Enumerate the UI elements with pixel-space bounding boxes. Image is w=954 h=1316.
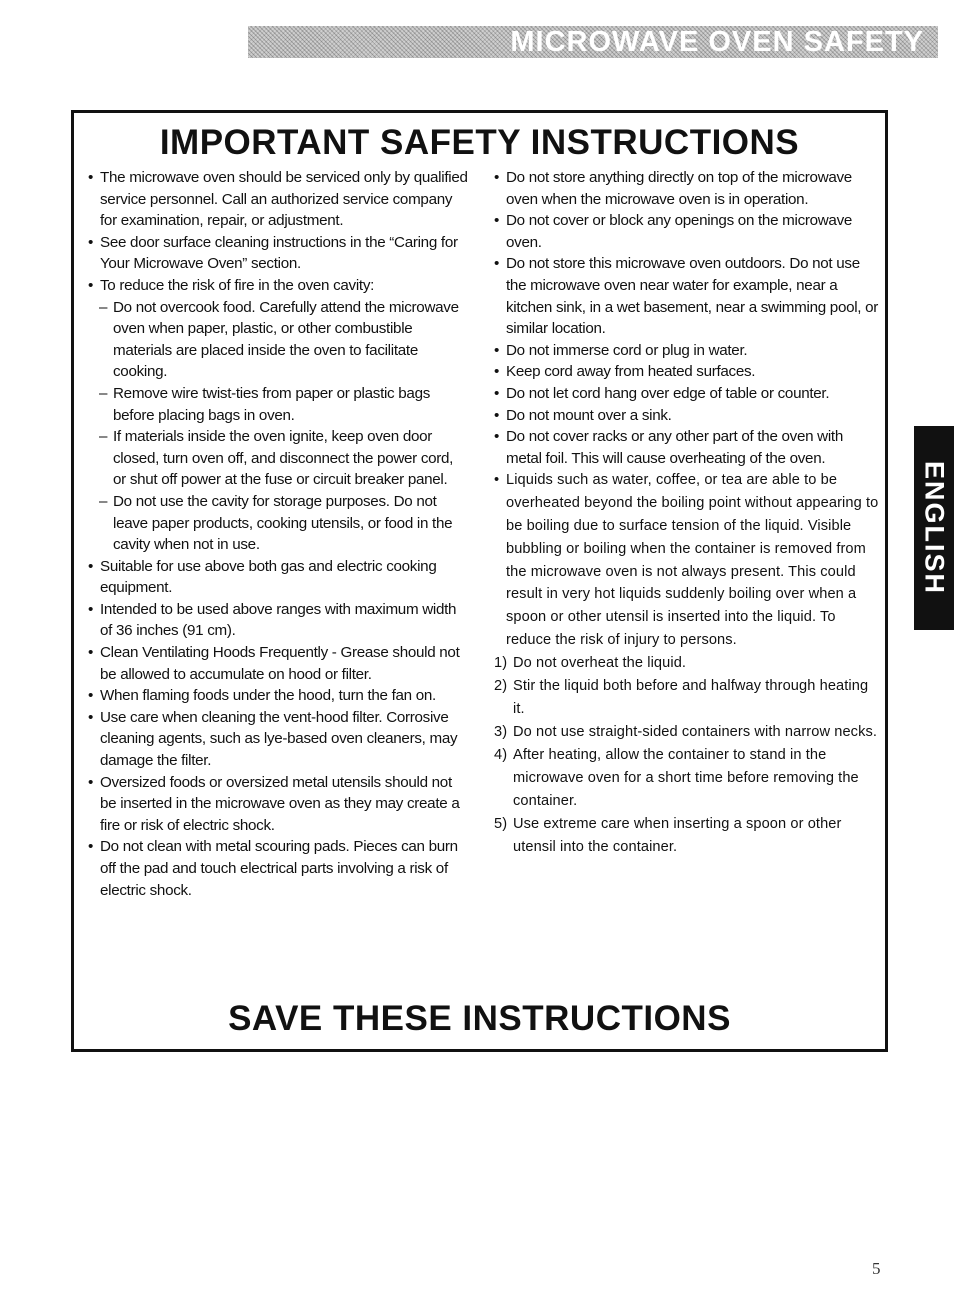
step-text: Use extreme care when inserting a spoon or other utensil into the container. xyxy=(513,815,842,855)
numbered-step xyxy=(494,652,879,675)
numbered-step xyxy=(494,675,879,721)
list-item: • Clean Ventilating Hoods Frequently - Grease should not be allowed to accumulate on hood or filter. xyxy=(88,642,468,685)
section-title: MICROWAVE OVEN SAFETY xyxy=(510,26,924,58)
list-item: • Do not cover or block any openings on the microwave oven. xyxy=(494,210,879,253)
step-text: Do not overheat the liquid. xyxy=(513,654,687,671)
step-number: 3) xyxy=(494,723,508,740)
page-number: 5 xyxy=(872,1259,881,1278)
list-item: • Liquids such as water, coffee, or tea are able to be overheated beyond the boiling point without appearing to be boiling due to surface tension of the liquid. Visible bubbling or boiling when the container is removed from the microwave oven is not always present. This could result in very hot liquids suddenly boiling over when a spoon or other utensil is inserted into the liquid. To reduce the risk of injury to persons. xyxy=(494,469,879,651)
list-item: • Do not store anything directly on top of the microwave oven when the microwave oven is in operation. xyxy=(494,167,879,210)
language-tab xyxy=(914,426,954,630)
language-tab-label: ENGLISH xyxy=(919,460,950,596)
list-item: • Do not let cord hang over edge of table or counter. xyxy=(494,383,879,405)
list-item: • To reduce the risk of fire in the oven cavity: xyxy=(88,275,468,297)
safety-instructions-box xyxy=(71,110,888,1052)
section-header-banner xyxy=(248,26,938,58)
numbered-step xyxy=(494,813,879,859)
important-safety-title: IMPORTANT SAFETY INSTRUCTIONS xyxy=(159,123,800,162)
step-number: 5) xyxy=(494,815,508,832)
list-item: • Intended to be used above ranges with maximum width of 36 inches (91 cm). xyxy=(88,599,468,642)
list-item: • See door surface cleaning instructions in the “Caring for Your Microwave Oven” section. xyxy=(88,232,468,275)
list-item: • Do not store this microwave oven outdoors. Do not use the microwave oven near water for example, near a kitchen sink, in a wet basement, near a swimming pool, or similar location. xyxy=(494,253,879,339)
sub-list-item: – Do not use the cavity for storage purposes. Do not leave paper products, cooking utensils, or food in the cavity when not in use. xyxy=(88,491,468,556)
list-item: • Do not mount over a sink. xyxy=(494,405,879,427)
list-item: • Keep cord away from heated surfaces. xyxy=(494,361,879,383)
list-item: • Oversized foods or oversized metal utensils should not be inserted in the microwave oven as they may create a fire or risk of electric shock. xyxy=(88,772,468,837)
save-instructions-title: SAVE THESE INSTRUCTIONS xyxy=(228,999,731,1038)
numbered-step xyxy=(494,721,879,744)
right-column xyxy=(494,167,879,859)
sub-list-item: – If materials inside the oven ignite, keep oven door closed, turn oven off, and disconnect the power cord, or shut off power at the fuse or circuit breaker panel. xyxy=(88,426,468,491)
step-text: After heating, allow the container to stand in the microwave oven for a short time before removing the container. xyxy=(513,746,859,809)
step-number: 2) xyxy=(494,677,508,694)
list-item: • Use care when cleaning the vent-hood filter. Corrosive cleaning agents, such as lye-based oven cleaners, may damage the filter. xyxy=(88,707,468,772)
left-column xyxy=(88,167,468,901)
list-item: • Do not cover racks or any other part of the oven with metal foil. This will cause overheating of the oven. xyxy=(494,426,879,469)
step-text: Do not use straight-sided containers with narrow necks. xyxy=(513,723,878,740)
list-item: • Suitable for use above both gas and electric cooking equipment. xyxy=(88,556,468,599)
step-number: 1) xyxy=(494,654,508,671)
numbered-step xyxy=(494,744,879,813)
list-item: • Do not immerse cord or plug in water. xyxy=(494,340,879,362)
list-item: • When flaming foods under the hood, turn the fan on. xyxy=(88,685,468,707)
sub-list-item: – Do not overcook food. Carefully attend the microwave oven when paper, plastic, or other combustible materials are placed inside the oven to facilitate cooking. xyxy=(88,297,468,383)
step-text: Stir the liquid both before and halfway through heating it. xyxy=(513,677,869,717)
list-item: • Do not clean with metal scouring pads. Pieces can burn off the pad and touch electrical parts involving a risk of electric shock. xyxy=(88,836,468,901)
step-number: 4) xyxy=(494,746,508,763)
sub-list-item: – Remove wire twist-ties from paper or plastic bags before placing bags in oven. xyxy=(88,383,468,426)
list-item: • The microwave oven should be serviced only by qualified service personnel. Call an authorized service company for examination, repair, or adjustment. xyxy=(88,167,468,232)
